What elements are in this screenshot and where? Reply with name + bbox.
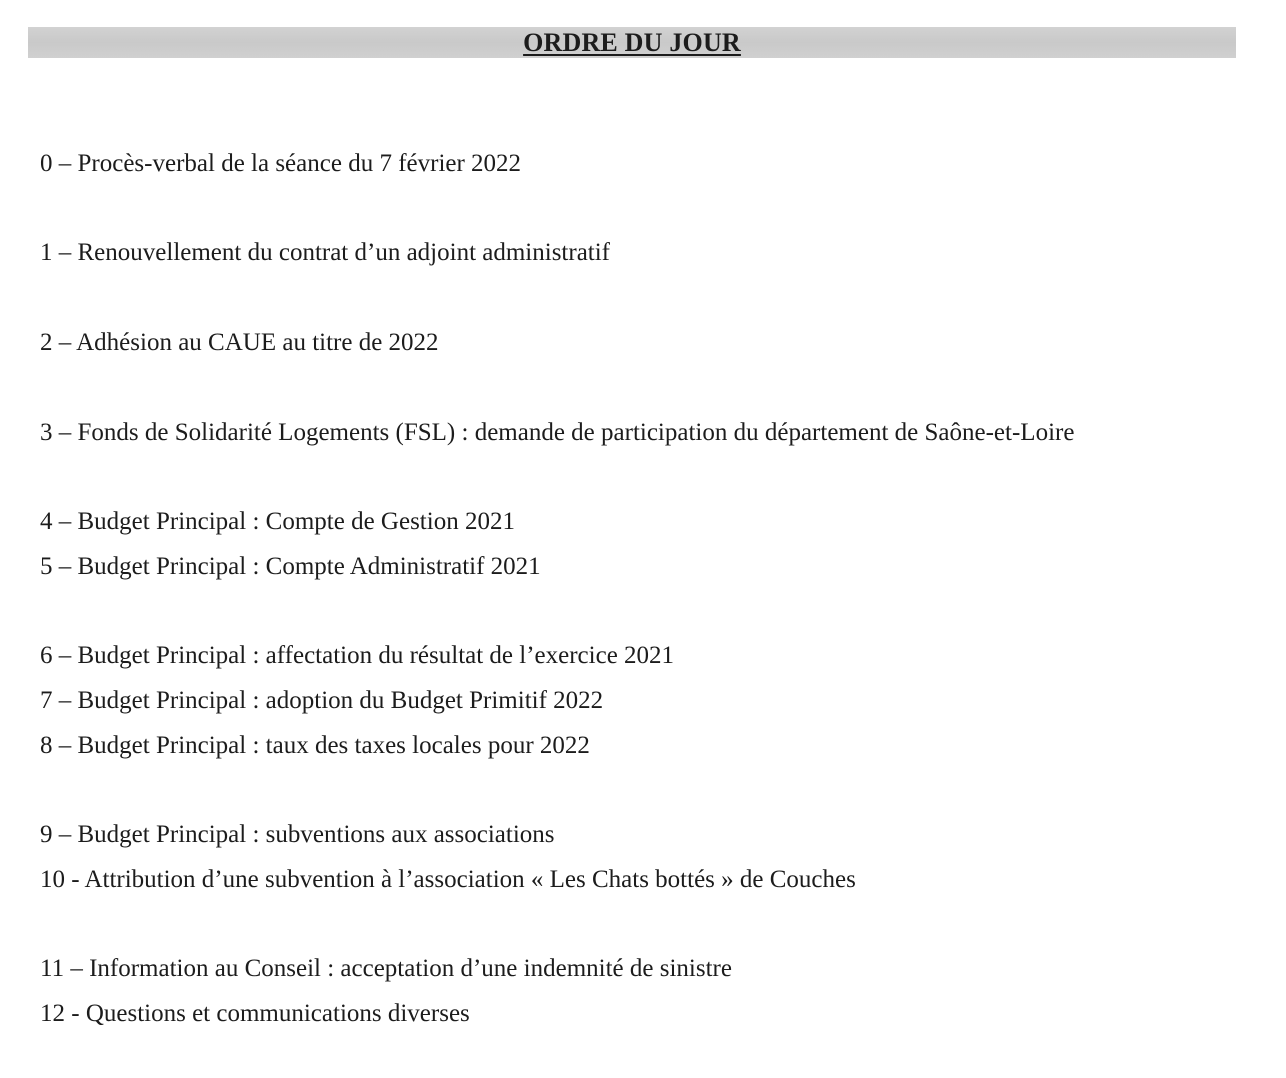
agenda-item-6: 6 – Budget Principal : affectation du résultat de l’exercice 2021 [40,642,675,669]
agenda-item-7: 7 – Budget Principal : adoption du Budget Primitif 2022 [40,687,604,714]
agenda-item-8: 8 – Budget Principal : taux des taxes locales pour 2022 [40,732,590,759]
agenda-item-3: 3 – Fonds de Solidarité Logements (FSL) : demande de participation du département de Saône-et-Loire [40,419,1075,446]
agenda-item-4: 4 – Budget Principal : Compte de Gestion 2021 [40,508,515,535]
agenda-item-12: 12 - Questions et communications diverses [40,1000,470,1027]
agenda-item-2: 2 – Adhésion au CAUE au titre de 2022 [40,329,439,356]
agenda-item-5: 5 – Budget Principal : Compte Administratif 2021 [40,553,541,580]
agenda-item-11: 11 – Information au Conseil : acceptation d’une indemnité de sinistre [40,955,732,982]
agenda-item-0: 0 – Procès-verbal de la séance du 7 février 2022 [40,150,522,177]
agenda-item-10: 10 - Attribution d’une subvention à l’association « Les Chats bottés » de Couches [40,866,856,893]
agenda-item-1: 1 – Renouvellement du contrat d’un adjoint administratif [40,239,611,266]
agenda-item-9: 9 – Budget Principal : subventions aux associations [40,821,555,848]
title-band [28,27,1236,58]
page-title: ORDRE DU JOUR [523,28,741,57]
